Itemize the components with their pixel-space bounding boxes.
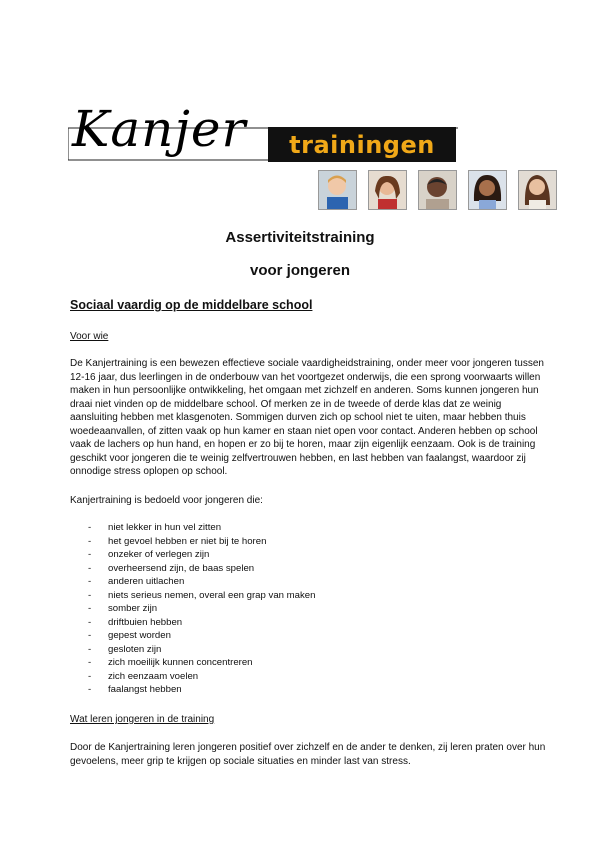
list-item: [88, 548, 315, 562]
list-dash: -: [88, 684, 92, 695]
list-dash: -: [88, 549, 92, 560]
section-heading: Sociaal vaardig op de middelbare school: [70, 298, 313, 312]
target-group-list: [88, 521, 315, 697]
list-dash: -: [88, 589, 92, 601]
list-item-text: zich moeilijk kunnen concentreren: [108, 657, 253, 668]
list-item: [88, 670, 315, 684]
child-photo-1: [318, 170, 357, 210]
list-item-text: somber zijn: [108, 603, 158, 614]
list-dash: -: [88, 616, 92, 628]
list-dash: -: [88, 657, 92, 668]
paragraph-bedoeld-voor: Kanjertraining is bedoeld voor jongeren die:: [70, 495, 263, 506]
page-title: Assertiviteitstraining: [225, 229, 375, 246]
list-item-text: niet lekker in hun vel zitten: [108, 522, 222, 533]
list-item-text: driftbuien hebben: [108, 616, 183, 628]
list-dash: -: [88, 562, 92, 574]
list-item: [88, 535, 315, 549]
list-item-text: overheersend zijn, de baas spelen: [108, 562, 255, 574]
list-dash: -: [88, 522, 92, 533]
list-item-text: onzeker of verlegen zijn: [108, 549, 210, 560]
sub-heading-voor-wie: Voor wie: [70, 331, 109, 342]
list-item: [88, 656, 315, 670]
list-item-text: zich eenzaam voelen: [108, 670, 199, 682]
list-item: [88, 683, 315, 697]
child-photo-5: [518, 170, 557, 210]
list-item: [88, 629, 315, 643]
list-item: [88, 562, 315, 576]
list-dash: -: [88, 670, 92, 682]
list-item: [88, 575, 315, 589]
list-item: [88, 602, 315, 616]
list-item: [88, 616, 315, 630]
logo-trainingen-text: trainingen: [289, 130, 435, 159]
sub-heading-wat-leren: Wat leren jongeren in de training: [70, 714, 215, 725]
logo-trainingen-box: [268, 127, 456, 162]
list-item: [88, 589, 315, 603]
list-item: [88, 643, 315, 657]
list-dash: -: [88, 535, 92, 547]
list-dash: -: [88, 603, 92, 614]
list-item-text: faalangst hebben: [108, 684, 182, 695]
paragraph-wat-leren: Door de Kanjertraining leren jongeren positief over zichzelf en de ander te denken, zij leren praten over hun gevoelens, meer grip te krijgen op sociale situaties en minder last van stress.: [70, 742, 546, 767]
list-dash: -: [88, 576, 92, 587]
list-item-text: het gevoel hebben er niet bij te horen: [108, 535, 267, 547]
child-photo-4: [468, 170, 507, 210]
list-item: [88, 521, 315, 535]
list-dash: -: [88, 643, 92, 655]
list-item-text: anderen uitlachen: [108, 576, 185, 587]
logo-script-text: Kanjer: [72, 100, 247, 158]
page-subtitle: voor jongeren: [249, 262, 350, 279]
list-dash: -: [88, 630, 92, 641]
paragraph-voor-wie: De Kanjertraining is een bewezen effectieve sociale vaardigheidstraining, onder meer voor jongeren tussen 12-16 jaar, dus leerlingen in de onderbouw van het voortgezet onderwijs, die een sprong voorwaarts willen maken in hun persoonlijke ontwikkeling, het omgaan met zichzelf en anderen. Soms kunnen jongeren hun draai niet vinden op de middelbare school. Of merken ze in de tweede of derde klas dat ze weinig aansluiting hebben met klasgenoten. Sommigen durven zich op school niet te uiten, maar hebben thuis woedeaanvallen, of zitten vaak op hun kamer en staan niet open voor contact. Anderen hebben op school vaak de lachers op hun hand, en hopen er zo bij te horen, maar zijn eigenlijk eenzaam. Ook is de training geschikt voor jongeren die te weinig zelfvertrouwen hebben, en last hebben van faalangst, waardoor zij onnodige stress oplopen op school.: [70, 358, 544, 477]
list-item-text: gesloten zijn: [108, 643, 162, 655]
child-photo-2: [368, 170, 407, 210]
list-item-text: gepest worden: [108, 630, 171, 641]
child-photo-3: [418, 170, 457, 210]
children-photos: [318, 170, 557, 210]
list-item-text: niets serieus nemen, overal een grap van maken: [108, 589, 316, 601]
